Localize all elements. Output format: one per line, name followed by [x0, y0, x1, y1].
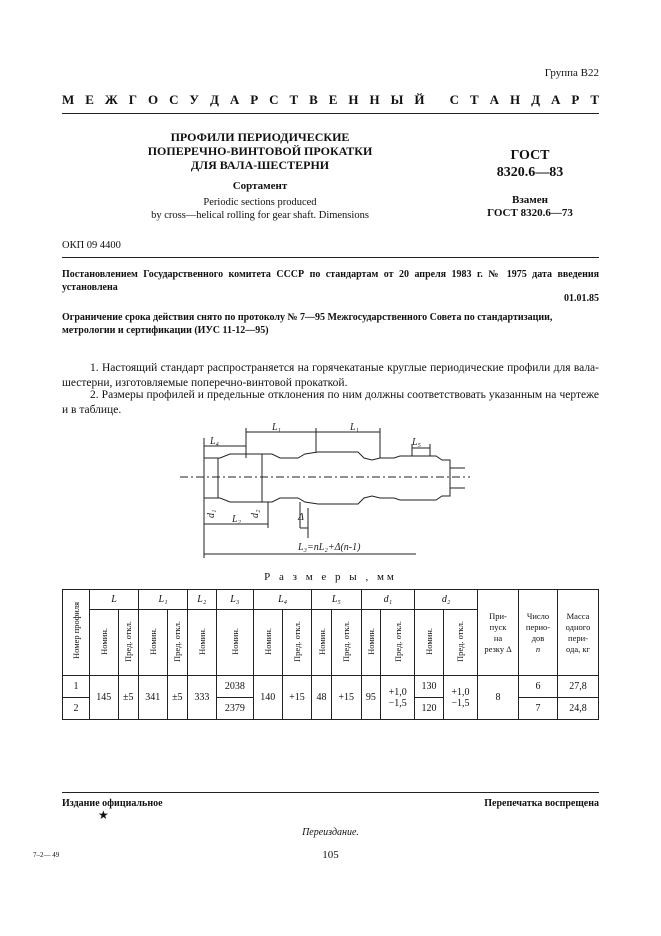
head-mass: Масса одного пери- ода, кг: [558, 590, 599, 676]
sizes-table: [62, 589, 599, 720]
cell-L1-nom: 341: [139, 676, 168, 720]
banner-letter: А: [489, 92, 500, 107]
banner-letter: С: [169, 92, 179, 107]
sub-nom: Номин.: [424, 627, 435, 655]
banner-letter: Т: [470, 92, 479, 107]
banner-letter: Р: [571, 92, 580, 107]
label-L3: L₃=nL₂+Δ(n-1): [298, 542, 361, 553]
cell-L3-row2: 2379: [216, 698, 253, 720]
cell-L5-nom: 48: [312, 676, 332, 720]
head-L: L: [90, 590, 139, 610]
decree-text: Постановлением Государственного комитета СССР по стандартам от 20 апреля 1983 г. № 1975 дата введения установлена: [62, 269, 599, 293]
label-d1: d₁: [206, 509, 217, 518]
cell-L1-tol: ±5: [167, 676, 188, 720]
document-subtitle: Сортамент: [232, 180, 288, 192]
standard-banner: [62, 92, 599, 108]
banner-letter: Ж: [104, 92, 118, 107]
head-L4: L₄: [254, 590, 312, 610]
print-code: 7–2— 49: [33, 851, 60, 859]
banner-letter: А: [551, 92, 561, 107]
head-d1: d₁: [361, 590, 415, 610]
sub-nom: Номин.: [147, 627, 158, 655]
sub-tol: Пред. откл.: [172, 620, 183, 662]
gost-number: ГОСТ 8320.6—83: [496, 148, 564, 180]
banner-letter: А: [229, 92, 240, 107]
cell-L-nom: 145: [90, 676, 119, 720]
banner-letter: М: [62, 92, 75, 107]
banner-letter: Г: [128, 92, 137, 107]
banner-letter: С: [269, 92, 279, 107]
sub-nom: Номин.: [262, 627, 273, 655]
okp-code: ОКП 09 4400: [62, 240, 121, 251]
cell-L3-row1: 2038: [216, 676, 253, 698]
banner-letter: Е: [85, 92, 94, 107]
label-delta: Δ: [298, 512, 304, 523]
head-periods: Число перио- дов n: [519, 590, 558, 676]
sub-nom: Номин.: [229, 627, 240, 655]
sub-tol: Пред. откл.: [455, 620, 466, 662]
cell-L-tol: ±5: [118, 676, 139, 720]
sub-tol: Пред. откл.: [291, 620, 302, 662]
cell-mass-row2: 24,8: [558, 698, 599, 720]
paragraph-2: 2. Размеры профилей и предельные отклонения по ним должны соответствовать указанным на чертеже и в таблице.: [62, 389, 599, 416]
cell-d2-row2: 120: [415, 698, 444, 720]
sub-tol: Пред. откл.: [392, 620, 403, 662]
banner-letter: У: [189, 92, 199, 107]
banner-letter: С: [449, 92, 460, 107]
banner-letter: Е: [328, 92, 338, 107]
head-L2: L₂: [188, 590, 217, 610]
english-title: Periodic sections produced by cross—helical rolling for gear shaft. Dimensions: [151, 197, 369, 221]
sub-tol: Пред. откл.: [123, 620, 134, 662]
banner-letter: [435, 92, 438, 108]
okp-rule: [62, 257, 599, 258]
label-L5: L₅: [412, 437, 422, 448]
document-title: ПРОФИЛИ ПЕРИОДИЧЕСКИЕ ПОПЕРЕЧНО-ВИНТОВОЙ ПРОКАТКИ ДЛЯ ВАЛА-ШЕСТЕРНИ: [147, 130, 373, 172]
head-pripusk: При- пуск на резку Δ: [478, 590, 519, 676]
banner-letter: Р: [250, 92, 259, 107]
banner-letter: Н: [369, 92, 380, 107]
banner-letter: Т: [289, 92, 299, 107]
profile-drawing: [180, 418, 480, 568]
replaces-standard: Взамен ГОСТ 8320.6—73: [487, 194, 573, 219]
intro-date: 01.01.85: [564, 293, 599, 304]
banner-letter: Т: [590, 92, 599, 107]
footer-rule: [62, 792, 599, 793]
page-number: 105: [322, 849, 339, 861]
cell-L4-tol: +15: [282, 676, 312, 720]
paragraph-1: 1. Настоящий стандарт распространяется на горячекатаные круглые периодические профили для вала-шестерни, изготовляемые поперечно-винтовой прокаткой.: [62, 362, 599, 389]
row1-num: 1: [63, 676, 90, 698]
banner-letter: О: [147, 92, 159, 107]
banner-letter: В: [309, 92, 318, 107]
sub-nom: Номин.: [316, 627, 327, 655]
sub-tol: Пред. откл.: [341, 620, 352, 662]
banner-letter: Н: [348, 92, 359, 107]
cell-L5-tol: +15: [331, 676, 361, 720]
top-rule: [62, 113, 599, 114]
cell-pripusk: 8: [478, 676, 519, 720]
head-L3: L₃: [216, 590, 253, 610]
label-L4: L₄: [210, 436, 220, 447]
reissue-note: Переиздание.: [302, 827, 359, 838]
group-code: Группа В22: [544, 67, 599, 79]
head-L5: L₅: [312, 590, 361, 610]
cell-n-row1: 6: [519, 676, 558, 698]
banner-letter: Д: [531, 92, 541, 107]
cell-mass-row1: 27,8: [558, 676, 599, 698]
cell-L4-nom: 140: [254, 676, 283, 720]
cell-d2-row1: 130: [415, 676, 444, 698]
banner-letter: Д: [209, 92, 219, 107]
label-d2: d₂: [250, 509, 261, 518]
reprint-prohibited: Перепечатка воспрещена: [484, 798, 599, 809]
banner-letter: Н: [510, 92, 521, 107]
sub-nom: Номин.: [98, 627, 109, 655]
cell-n-row2: 7: [519, 698, 558, 720]
star-icon: ★: [98, 808, 109, 822]
limitation-text: Ограничение срока действия снято по протоколу № 7—95 Межгосударственного Совета по стандартизации, метрологии и сертификации (ИУС 11-12—95): [62, 312, 553, 336]
cell-L2-nom: 333: [188, 676, 217, 720]
row2-num: 2: [63, 698, 90, 720]
official-edition: Издание официальное: [62, 798, 163, 809]
sub-nom: Номин.: [196, 627, 207, 655]
cell-d1-tol: +1,0 −1,5: [381, 676, 415, 720]
label-L2: L₂: [232, 514, 242, 525]
head-d2: d₂: [415, 590, 478, 610]
banner-letter: Ы: [390, 92, 404, 107]
table-caption: Р а з м е р ы , мм: [264, 571, 397, 583]
head-L1: L₁: [139, 590, 188, 610]
col-profile: Номер профиля: [71, 602, 81, 660]
cell-d2-tol: +1,0 −1,5: [443, 676, 477, 720]
sub-nom: Номин.: [365, 627, 376, 655]
label-L1a: L₁: [272, 422, 282, 433]
banner-letter: Й: [414, 92, 425, 107]
cell-d1-nom: 95: [361, 676, 381, 720]
label-L1b: L₁: [350, 422, 360, 433]
